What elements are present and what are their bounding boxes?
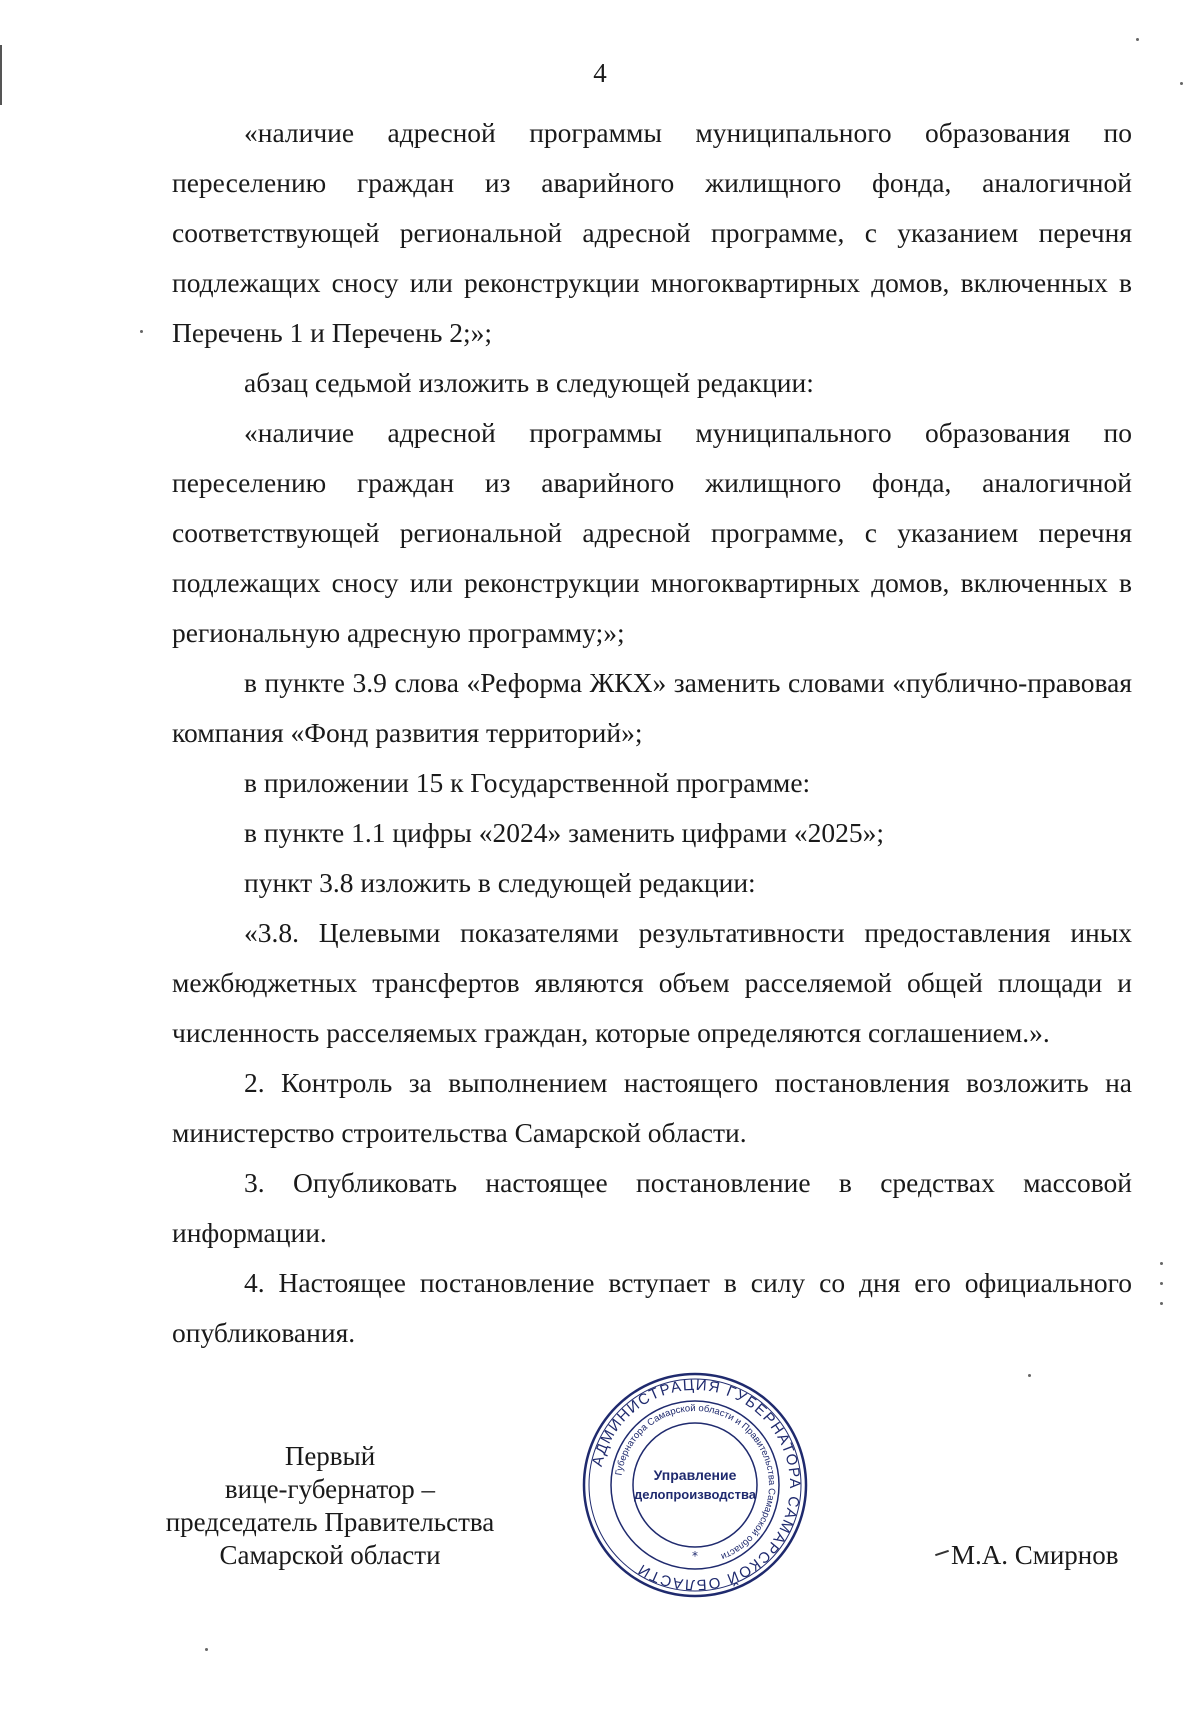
signatory-title-line-2: вице-губернатор – <box>224 1474 436 1504</box>
signatory-title <box>150 1440 510 1572</box>
signer-name-text: М.А. Смирнов <box>951 1540 1119 1570</box>
scan-speck <box>140 330 143 333</box>
paragraph-prilozhenie-15: в приложении 15 к Государственной программе: <box>244 767 811 798</box>
signatory-title-line-1: Первый <box>284 1441 376 1471</box>
paragraph-quote-perechen: «наличие адресной программы муниципального образования по переселению граждан из аварийного жилищного фонда, аналогичной соответствующей региональной адресной программе, с указанием перечня подлежащих сносу или реконструкции многоквартирных домов, включенных в Перечень 1 и Перечень 2;»; <box>172 117 1132 348</box>
paragraph-quote-regional: «наличие адресной программы муниципального образования по переселению граждан из аварийного жилищного фонда, аналогичной соответствующей региональной адресной программе, с указанием перечня подлежащих сносу или реконструкции многоквартирных домов, включенных в региональную адресную программу;»; <box>172 417 1132 648</box>
paragraph-punkt-3-8-text: «3.8. Целевыми показателями результативности предоставления иных межбюджетных трансфертов являются объем расселяемой общей площади и численность расселяемых граждан, которые определяются соглашением.». <box>172 917 1132 1048</box>
paragraph-punkt-3-9: в пункте 3.9 слова «Реформа ЖКХ» заменить словами «публично-правовая компания «Фонд развития территорий»; <box>172 667 1132 748</box>
scan-speck <box>1180 82 1183 85</box>
paragraph-punkt-3-8-intro: пункт 3.8 изложить в следующей редакции: <box>244 867 756 898</box>
official-stamp <box>580 1370 810 1600</box>
signature-mark <box>935 1550 949 1556</box>
scan-speck <box>1160 1262 1163 1265</box>
signatory-title-line-3: председатель Правительства <box>165 1507 495 1537</box>
document-body <box>172 108 1132 1358</box>
paragraph-abzac-sedmoy: абзац седьмой изложить в следующей редакции: <box>244 367 814 398</box>
scan-speck <box>1028 1374 1031 1377</box>
scan-speck <box>1136 38 1139 41</box>
stamp-center-line-2: делопроизводства <box>633 1487 757 1502</box>
paragraph-item-3: 3. Опубликовать настоящее постановление в средствах массовой информации. <box>172 1167 1132 1248</box>
stamp-star: * <box>692 1549 698 1563</box>
stamp-inner-text: Губернатора Самарской области и Правительства Самарской области <box>613 1402 778 1562</box>
signatory-title-line-4: Самарской области <box>219 1540 441 1570</box>
signer-name <box>935 1540 1119 1571</box>
scan-speck <box>1160 1282 1163 1285</box>
stamp-outer-text: АДМИНИСТРАЦИЯ ГУБЕРНАТОРА САМАРСКОЙ ОБЛАСТИ <box>588 1376 804 1594</box>
scan-speck <box>205 1648 208 1651</box>
paragraph-punkt-1-1: в пункте 1.1 цифры «2024» заменить цифрами «2025»; <box>244 817 885 848</box>
paragraph-item-4: 4. Настоящее постановление вступает в силу со дня его официального опубликования. <box>172 1267 1132 1348</box>
stamp-center-line-1: Управление <box>653 1467 737 1483</box>
page-number: 4 <box>593 58 607 88</box>
paragraph-item-2: 2. Контроль за выполнением настоящего постановления возложить на министерство строительства Самарской области. <box>172 1067 1132 1148</box>
scan-speck <box>1160 1302 1163 1305</box>
